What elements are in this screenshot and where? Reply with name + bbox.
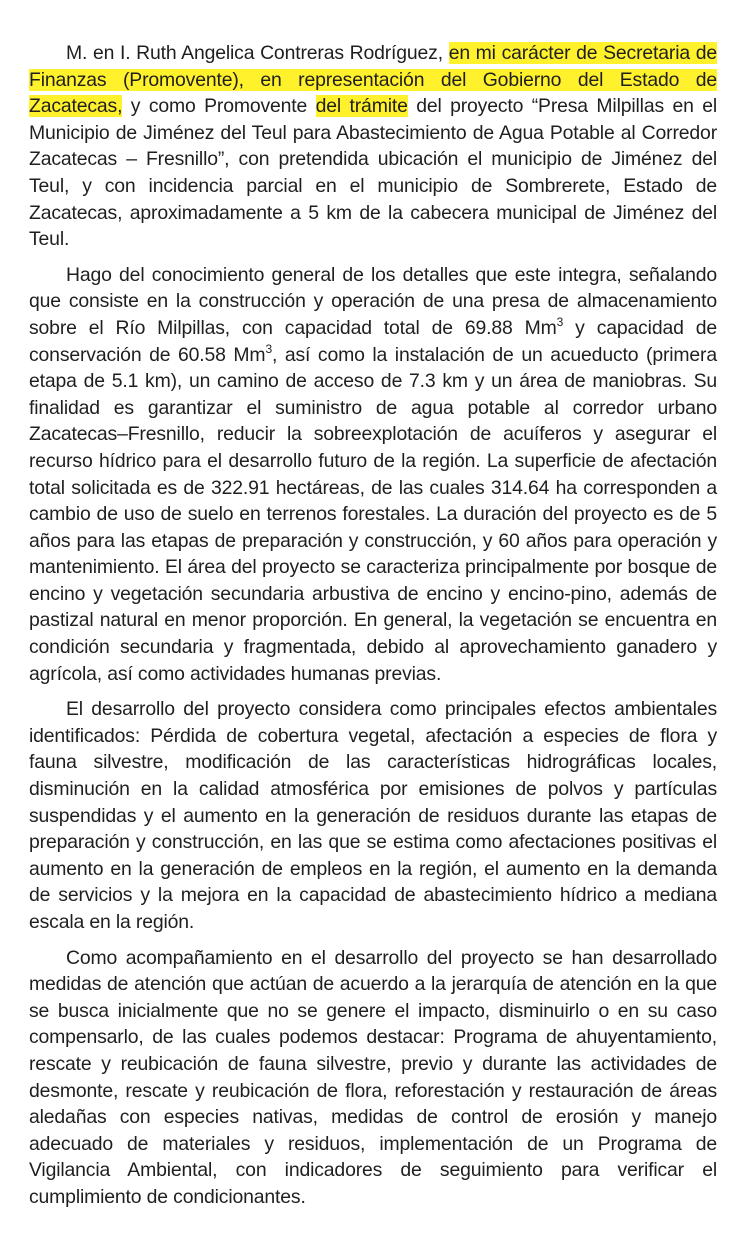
- paragraph-medidas: Como acompañamiento en el desarrollo del proyecto se han desarrollado medidas de atención que actúan de acuerdo a la jerarquía de atención en la que se busca inicialmente que no se genere el impacto, disminuirlo o en su caso compensarlo, de las cuales podemos destacar: Programa de ahuyentamiento, rescate y reubicación de fauna silvestre, previo y durante las actividades de desmonte, rescate y reubicación de flora, reforestación y restauración de áreas aledañas con especies nativas, medidas de control de erosión y manejo adecuado de materiales y residuos, implementación de un Programa de Vigilancia Ambiental, con indicadores de seguimiento para verificar el cumplimiento de condicionantes.: [29, 946, 717, 1208]
- superscript: 3: [556, 314, 564, 329]
- text-segment: y capacidad de conservación de 60.58 Mm: [29, 316, 717, 366]
- text-segment: M. en I. Ruth Angelica Contreras Rodríguez,: [66, 42, 443, 64]
- highlighted-text-caracter: en mi carácter de Secretaria de Finanzas (Promovente), en representación del Gobierno del Estado de Zacatecas,: [29, 42, 718, 118]
- text-segment: , así como la instalación de un acueducto (primera etapa de 5.1 km), un camino de acceso de 7.3 km y un área de maniobras. Su finalidad es garantizar el suministro de agua potable al corredor urbano Zacatecas–Fresnillo, reducir la sobreexplotación de acuíferos y asegurar el recurso hídrico para el desarrollo futuro de la región. La superficie de afectación total solicitada es de 322.91 hectáreas, de las cuales 314.64 ha corresponden a cambio de uso de suelo en terrenos forestales. La duración del proyecto es de 5 años para las etapas de preparación y construcción, y 60 años para operación y mantenimiento. El área del proyecto se caracteriza principalmente por bosque de encino y vegetación secundaria arbustiva de encino y encino-pino, además de pastizal natural en menor proporción. En general, la vegetación se encuentra en condición secundaria y fragmentada, debido al aprovechamiento ganadero y agrícola, así como actividades humanas previas.: [29, 343, 717, 685]
- text-segment: del proyecto “Presa Milpillas en el Municipio de Jiménez del Teul para Abastecimiento de Agua Potable al Corredor Zacatecas – Fresnillo”, con pretendida ubicación el municipio de Jiménez del Teul, y con incidencia parcial en el municipio de Sombrerete, Estado de Zacatecas, aproximadamente a 5 km de la cabecera municipal de Jiménez del Teul.: [29, 95, 718, 251]
- text-segment: [443, 42, 449, 64]
- text-segment: y como Promovente: [122, 95, 316, 118]
- highlighted-text-tramite: del trámite: [315, 95, 408, 118]
- superscript: 3: [265, 341, 272, 356]
- document-body: [29, 40, 717, 1220]
- paragraph-promovente: [29, 40, 717, 253]
- text-segment: Hago del conocimiento general de los detalles que este integra, señalando que consiste en la construcción y operación de una presa de almacenamiento sobre el Río Milpillas, con capacidad total de 69.88 Mm: [29, 263, 717, 339]
- paragraph-descripcion: [29, 262, 717, 688]
- paragraph-efectos: El desarrollo del proyecto considera como principales efectos ambientales identificados: Pérdida de cobertura vegetal, afectación a especies de flora y fauna silvestre, modificación de las características hidrográficas locales, disminución en la calidad atmosférica por emisiones de polvos y partículas suspendidas y el aumento en la generación de residuos durante las etapas de preparación y construcción, en las que se estima como afectaciones positivas el aumento en la generación de empleos en la región, el aumento en la demanda de servicios y la mejora en la capacidad de abastecimiento hídrico a mediana escala en la región.: [29, 698, 717, 933]
